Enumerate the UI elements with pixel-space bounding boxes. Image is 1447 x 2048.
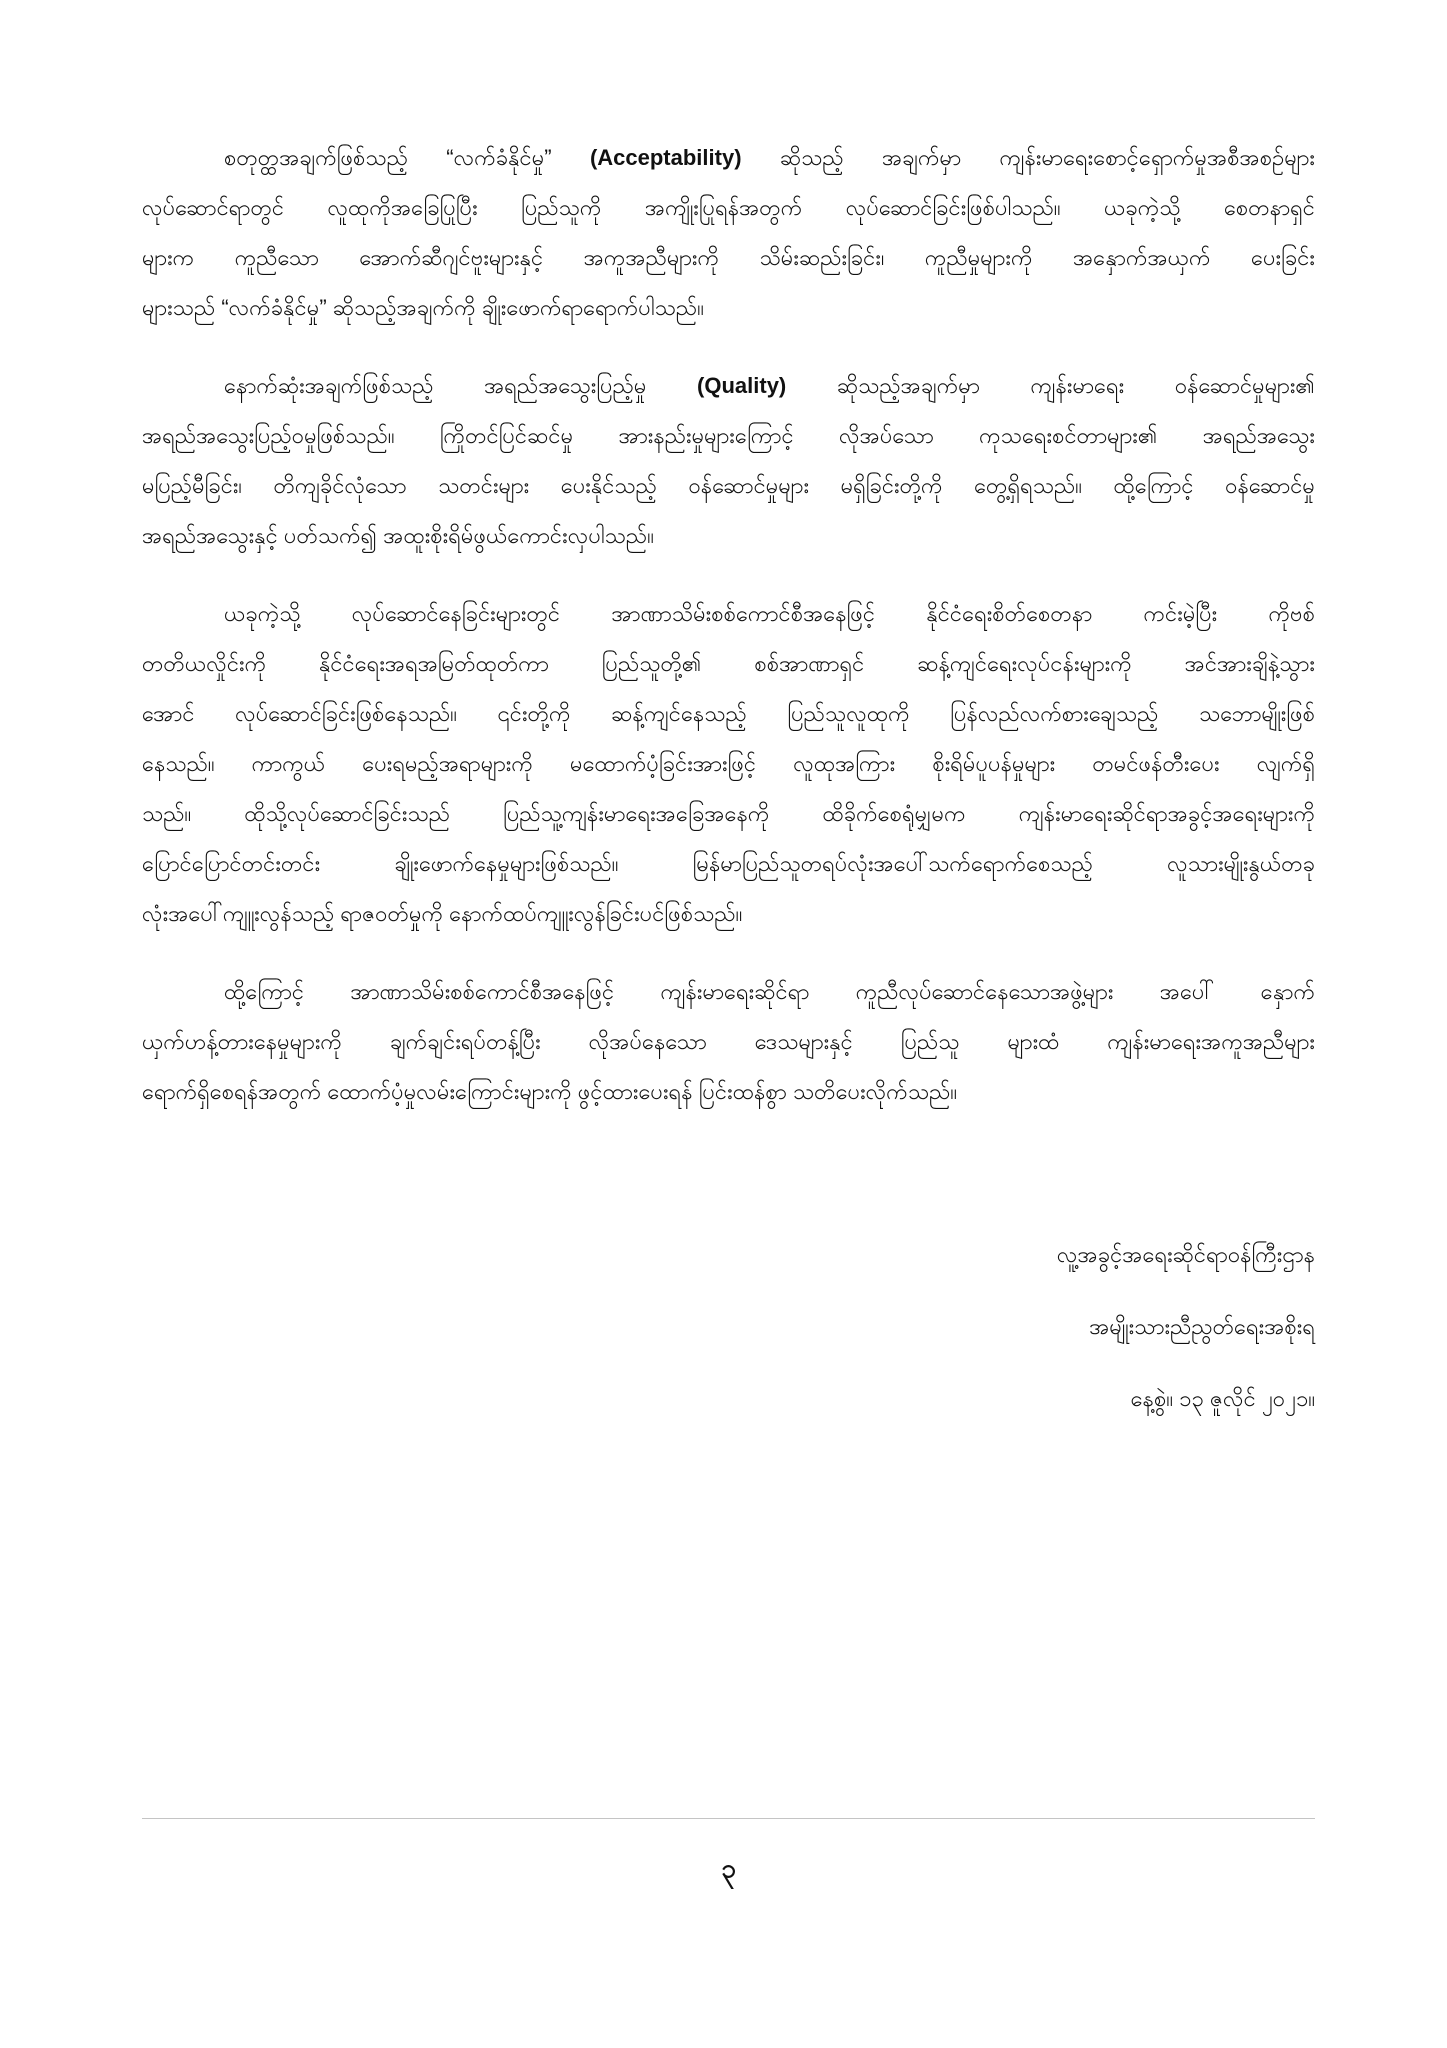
issuing-government: အမျိုးသားညီညွတ်ရေးအစိုးရ [1089, 1314, 1315, 1339]
text-line [142, 361, 1315, 411]
document-body [142, 133, 1315, 1446]
text-line: အရည်အသွေးနှင့် ပတ်သက်၍ အထူးစိုးရိမ်ဖွယ်ကောင်းလှပါသည်။ [142, 523, 654, 548]
paragraph-warning [142, 967, 1315, 1117]
line-text: နောက်ဆုံးအချက်ဖြစ်သည့် အရည်အသွေးပြည့်မှု [224, 373, 698, 398]
text-line: မပြည့်မီခြင်း၊ တိကျခိုင်လုံသော သတင်းများ ပေးနိုင်သည့် ဝန်ဆောင်မှုများ မရှိခြင်းတို့ကို တွေ့ရှိရသည်။ ထို့ကြောင့် ဝန်ဆောင်မှု [142, 473, 1315, 498]
line-text: ဆိုသည့် အချက်မှာ ကျန်းမာရေးစောင့်ရှောက်မှုအစီအစဉ်များ [741, 145, 1315, 170]
text-line: များသည် “လက်ခံနိုင်မှု” ဆိုသည့်အချက်ကို ချိုးဖောက်ရာရောက်ပါသည်။ [142, 295, 704, 320]
text-line: လုပ်ဆောင်ရာတွင် လူထုကိုအခြေပြုပြီး ပြည်သူကို အကျိုးပြုရန်အတွက် လုပ်ဆောင်ခြင်းဖြစ်ပါသည်။ ယခုကဲ့သို့ စေတနာရှင် [142, 195, 1315, 220]
text-line: ယှက်ဟန့်တားနေမှုများကို ချက်ချင်းရပ်တန့်ပြီး လိုအပ်နေသော ဒေသများနှင့် ပြည်သူ များထံ ကျန်းမာရေးအကူအညီများ [142, 1029, 1315, 1054]
signature-block [142, 1230, 1315, 1424]
page-number: ၃ [721, 1853, 736, 1883]
issuing-ministry: လူ့အခွင့်အရေးဆိုင်ရာဝန်ကြီးဌာန [1056, 1242, 1315, 1267]
text-line: အရည်အသွေးပြည့်ဝမှုဖြစ်သည်။ ကြိုတင်ပြင်ဆင်မှု အားနည်းမှုများကြောင့် လိုအပ်သော ကုသရေးစင်တာများ၏ အရည်အသွေး [142, 423, 1315, 448]
line-text: ဆိုသည့်အချက်မှာ ကျန်းမာရေး ဝန်ဆောင်မှုများ၏ [786, 373, 1315, 398]
text-line: ပြောင်ပြောင်တင်းတင်း ချိုးဖောက်နေမှုများဖြစ်သည်။ မြန်မာပြည်သူတရပ်လုံးအပေါ်သက်ရောက်စေသည့် လူသားမျိုးနွယ်တခု [142, 851, 1315, 876]
text-line: အောင် လုပ်ဆောင်ခြင်းဖြစ်နေသည်။ ၎င်းတို့ကို ဆန့်ကျင်နေသည့် ပြည်သူလူထုကို ပြန်လည်လက်စားချေသည့် သဘောမျိုးဖြစ် [142, 701, 1315, 726]
emphasis-term: (Acceptability) [589, 145, 742, 170]
text-line: တတိယလှိုင်းကို နိုင်ငံရေးအရအမြတ်ထုတ်ကာ ပြည်သူတို့၏ စစ်အာဏာရှင် ဆန့်ကျင်ရေးလုပ်ငန်းများကို အင်အားချိနဲ့သွား [142, 651, 1315, 676]
text-line: များက ကူညီသော အောက်ဆီဂျင်ဗူးများနှင့် အကူအညီများကို သိမ်းဆည်းခြင်း၊ ကူညီမှုများကို အနှောက်အယှက် ပေးခြင်း [142, 245, 1315, 270]
text-line: သည်။ ထိုသို့လုပ်ဆောင်ခြင်းသည် ပြည်သူ့ကျန်းမာရေးအခြေအနေကို ထိခိုက်စေရုံမျှမက ကျန်းမာရေးဆိုင်ရာအခွင့်အရေးများကို [142, 801, 1315, 826]
text-line: လုံးအပေါ်ကျူးလွန်သည့် ရာဇဝတ်မှုကို နောက်ထပ်ကျူးလွန်ခြင်းပင်ဖြစ်သည်။ [142, 901, 743, 926]
text-line: ထို့ကြောင့် အာဏာသိမ်းစစ်ကောင်စီအနေဖြင့် ကျန်းမာရေးဆိုင်ရာ ကူညီလုပ်ဆောင်နေသောအဖွဲ့များ အပေါ် နှောက် [224, 979, 1315, 1004]
issue-date: နေ့စွဲ။ ၁၃ ဇူလိုင် ၂၀၂၁။ [1130, 1386, 1315, 1411]
line-text: စတုတ္ထအချက်ဖြစ်သည့် “လက်ခံနိုင်မှု” [224, 145, 590, 170]
paragraph-quality [142, 361, 1315, 561]
text-line: ရောက်ရှိစေရန်အတွက် ထောက်ပံ့မှုလမ်းကြောင်းများကို ဖွင့်ထားပေးရန် ပြင်းထန်စွာ သတိပေးလိုက်သည်။ [142, 1079, 958, 1104]
emphasis-term: (Quality) [697, 373, 787, 398]
text-line: နေသည်။ ကာကွယ် ပေးရမည့်အရာများကို မထောက်ပံ့ခြင်းအားဖြင့် လူထုအကြား စိုးရိမ်ပူပန်မှုများ တမင်ဖန်တီးပေး လျက်ရှိ [142, 751, 1315, 776]
paragraph-violations [142, 589, 1315, 939]
text-line [142, 133, 1315, 183]
text-line: ယခုကဲ့သို့ လုပ်ဆောင်နေခြင်းများတွင် အာဏာသိမ်းစစ်ကောင်စီအနေဖြင့် နိုင်ငံရေးစိတ်စေတနာ ကင်းမဲ့ပြီး ကိုဗစ် [224, 601, 1315, 626]
footer-divider [142, 1818, 1315, 1819]
paragraph-acceptability [142, 133, 1315, 333]
